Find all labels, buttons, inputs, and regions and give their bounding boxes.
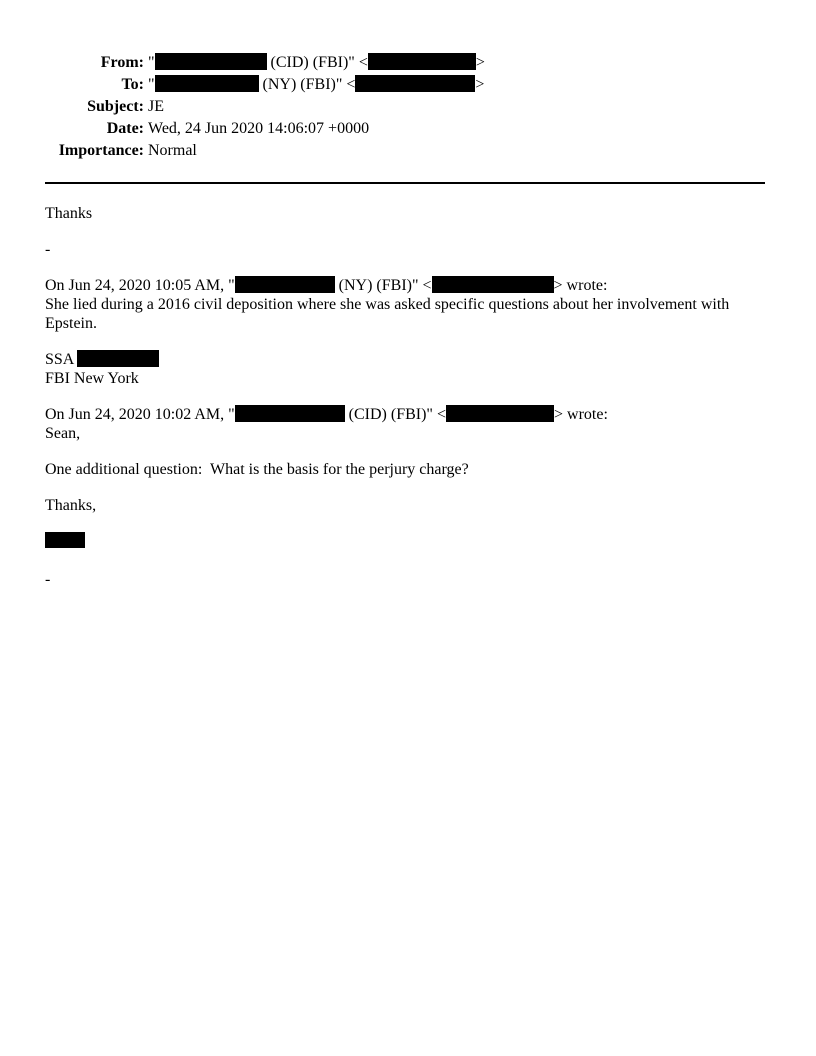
- sig-title: SSA: [45, 351, 78, 368]
- email-body: [45, 204, 765, 606]
- redaction-block: [45, 532, 85, 548]
- quote2-closing: Thanks,: [45, 497, 97, 514]
- redaction-block: [155, 75, 259, 92]
- reply-text: Thanks: [45, 205, 93, 222]
- to-quote-open: ": [148, 76, 155, 93]
- quote1-intro: [45, 277, 607, 294]
- quote1-text: She lied during a 2016 civil deposition where she was asked specific questions about her involvement with Epstein.: [45, 296, 730, 332]
- quote1-intro-mid: (NY) (FBI)" <: [334, 277, 432, 294]
- quote2-intro: [45, 406, 608, 423]
- subject-row: [0, 96, 816, 118]
- from-org: (CID) (FBI)" <: [266, 54, 368, 71]
- to-row: [0, 74, 816, 96]
- quote2-greeting: Sean,: [45, 425, 81, 442]
- importance-label: Importance:: [58, 142, 144, 159]
- subject-value: JE: [148, 98, 164, 115]
- email-header: [0, 52, 816, 162]
- to-close: >: [475, 76, 485, 93]
- quote2-intro-mid: (CID) (FBI)" <: [344, 406, 446, 423]
- signature-1: [45, 350, 765, 388]
- header-divider: [45, 182, 765, 184]
- redaction-block: [235, 276, 335, 293]
- quote2-intro-suffix: > wrote:: [553, 406, 608, 423]
- importance-value: Normal: [148, 142, 197, 159]
- date-row: [0, 118, 816, 140]
- to-value: [148, 74, 484, 96]
- from-close: >: [475, 54, 485, 71]
- date-value: Wed, 24 Jun 2020 14:06:07 +0000: [148, 120, 370, 137]
- to-org: (NY) (FBI)" <: [258, 76, 356, 93]
- redaction-block: [446, 405, 554, 422]
- separator: -: [45, 571, 51, 588]
- separator: -: [45, 241, 51, 258]
- importance-row: [0, 140, 816, 162]
- redaction-block: [77, 350, 159, 367]
- redaction-block: [432, 276, 554, 293]
- signature-2: [45, 532, 765, 553]
- from-label: From:: [100, 54, 144, 71]
- from-value: [148, 52, 485, 74]
- quote2-intro-prefix: On Jun 24, 2020 10:02 AM, ": [45, 406, 235, 423]
- from-quote-open: ": [148, 54, 155, 71]
- subject-label: Subject:: [87, 98, 144, 115]
- quoted-message-1: [45, 276, 765, 333]
- date-label: Date:: [106, 120, 144, 137]
- quote1-intro-prefix: On Jun 24, 2020 10:05 AM, ": [45, 277, 235, 294]
- redaction-block: [355, 75, 475, 92]
- quote2-question: One additional question: What is the basis for the perjury charge?: [45, 461, 469, 478]
- from-row: [0, 52, 816, 74]
- quote1-intro-suffix: > wrote:: [553, 277, 608, 294]
- redaction-block: [368, 53, 476, 70]
- to-label: To:: [121, 76, 144, 93]
- quoted-message-2: [45, 405, 765, 443]
- redaction-block: [235, 405, 345, 422]
- redaction-block: [155, 53, 267, 70]
- sig-office: FBI New York: [45, 370, 139, 387]
